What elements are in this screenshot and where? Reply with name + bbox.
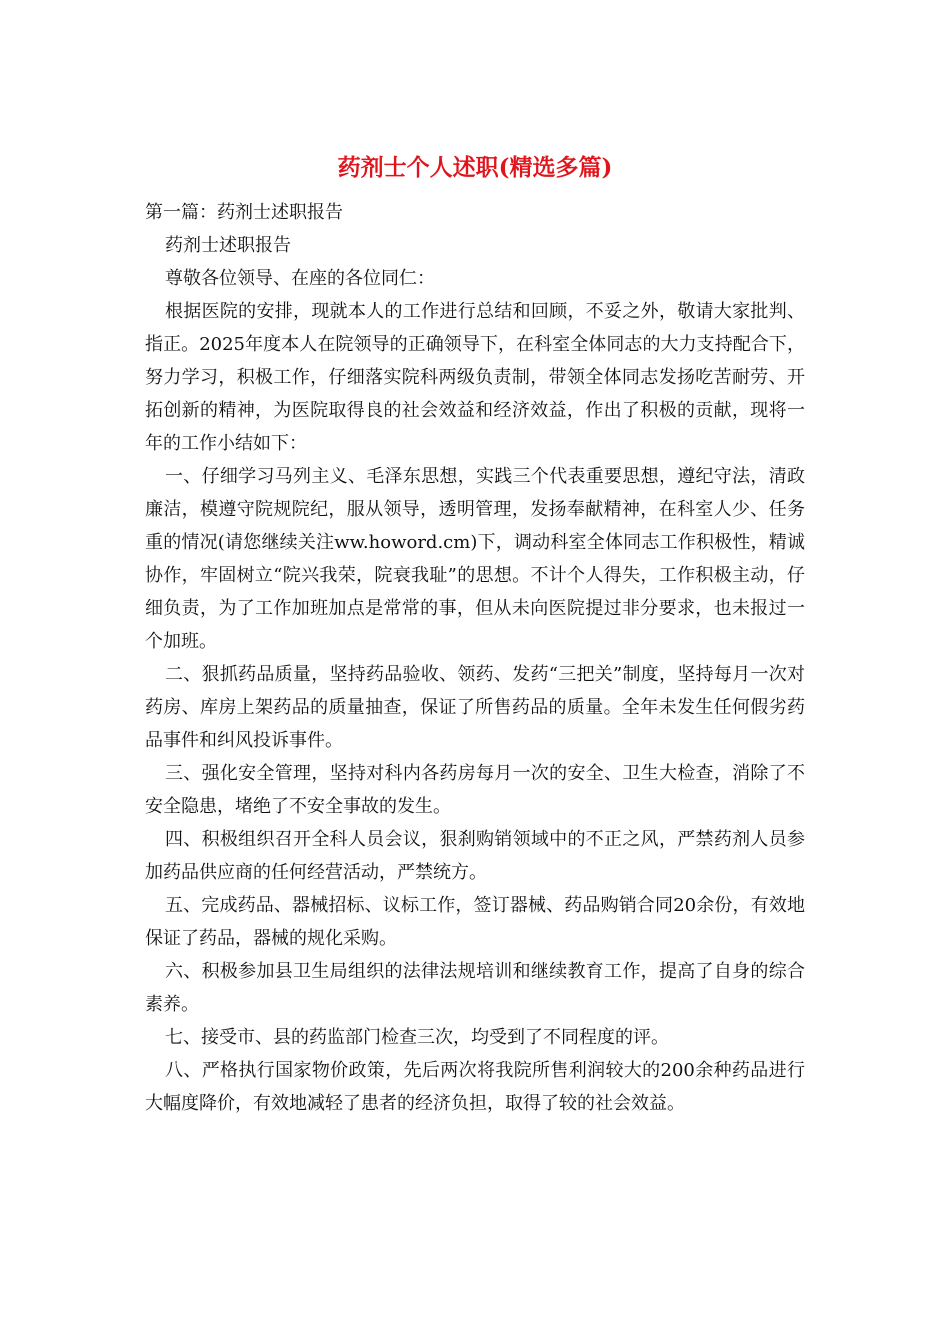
paragraph-item-6: 六、积极参加县卫生局组织的法律法规培训和继续教育工作，提高了自身的综合素养。 bbox=[145, 961, 805, 1015]
paragraph-item-2: 二、狠抓药品质量，坚持药品验收、领药、发药“三把关”制度，坚持每月一次对药房、库房上架药品的质量抽查，保证了所售药品的质量。全年未发生任何假劣药品事件和纠风投诉事件。 bbox=[145, 664, 805, 751]
paragraph-item-5: 五、完成药品、器械招标、议标工作，签订器械、药品购销合同20余份，有效地保证了药品，器械的规化采购。 bbox=[145, 895, 805, 949]
paragraph-item-8: 八、严格执行国家物价政策，先后两次将我院所售利润较大的200余种药品进行大幅度降价，有效地减轻了患者的经济负担，取得了较的社会效益。 bbox=[145, 1060, 805, 1114]
paragraph-item-3: 三、强化安全管理，坚持对科内各药房每月一次的安全、卫生大检查，消除了不安全隐患，堵绝了不安全事故的发生。 bbox=[145, 763, 805, 817]
section-heading: 第一篇：药剂士述职报告 bbox=[145, 202, 343, 223]
paragraph-item-4: 四、积极组织召开全科人员会议，狠刹购销领域中的不正之风，严禁药剂人员参加药品供应商的任何经营活动，严禁统方。 bbox=[145, 829, 805, 883]
salutation: 尊敬各位领导、在座的各位同仁： bbox=[165, 268, 435, 289]
document-title: 药剂士个人述职(精选多篇) bbox=[337, 154, 613, 181]
paragraph-intro: 根据医院的安排，现就本人的工作进行总结和回顾，不妥之外，敬请大家批判、指正。2025年度本人在院领导的正确领导下，在科室全体同志的大力支持配合下，努力学习，积极工作，仔细落实院科两级负责制，带领全体同志发扬吃苦耐劳、开拓创新的精神，为医院取得良的社会效益和经济效益，作出了积极的贡献，现将一年的工作小结如下： bbox=[145, 301, 805, 454]
paragraph-item-7: 七、接受市、县的药监部门检查三次，均受到了不同程度的评。 bbox=[165, 1027, 669, 1048]
paragraph-item-1: 一、仔细学习马列主义、毛泽东思想，实践三个代表重要思想，遵纪守法，清政廉洁，模遵守院规院纪，服从领导，透明管理，发扬奉献精神，在科室人少、任务重的情况(请您继续关注ww.howord.cm)下，调动科室全体同志工作积极性，精诚协作，牢固树立“院兴我荣，院衰我耻”的思想。不计个人得失，工作积极主动，仔细负责，为了工作加班加点是常常的事，但从未向医院提过非分要求，也未报过一个加班。 bbox=[145, 466, 805, 652]
report-title: 药剂士述职报告 bbox=[165, 235, 291, 256]
